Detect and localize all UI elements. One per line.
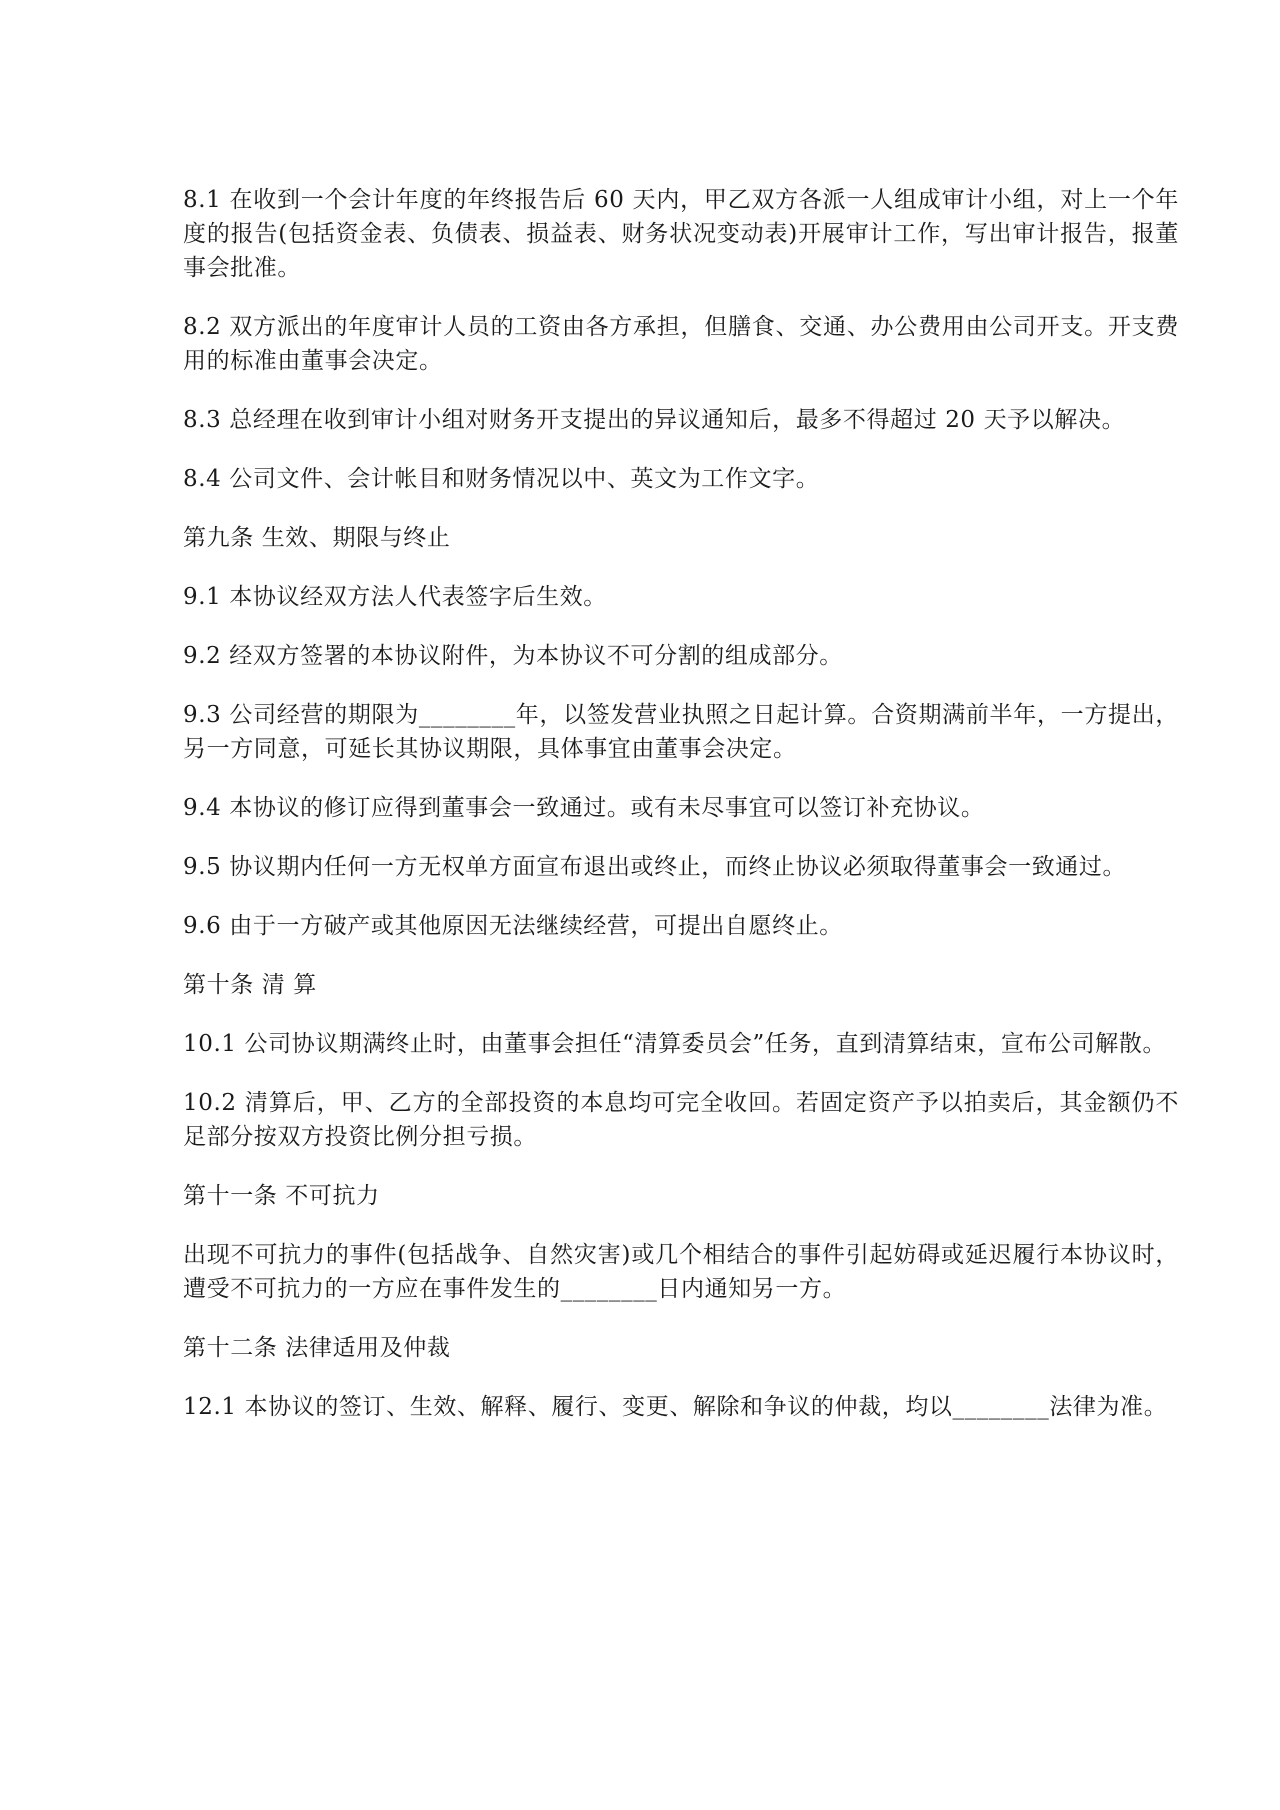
article-9-heading: 第九条 生效、期限与终止 [183, 525, 451, 551]
clause-8-3: 8.3 总经理在收到审计小组对财务开支提出的异议通知后，最多不得超过 20 天予以解决。 [183, 407, 1126, 433]
clause-8-1: 8.1 在收到一个会计年度的年终报告后 60 天内，甲乙双方各派一人组成审计小组，对上一个年度的报告(包括资金表、负债表、损益表、财务状况变动表)开展审计工作，写出审计报告，报董事会批准。 [183, 187, 1179, 281]
document-body [183, 183, 1179, 1449]
article-12-heading: 第十二条 法律适用及仲裁 [183, 1335, 451, 1361]
clause-9-1: 9.1 本协议经双方法人代表签字后生效。 [183, 584, 607, 610]
clause-9-6: 9.6 由于一方破产或其他原因无法继续经营，可提出自愿终止。 [183, 913, 843, 939]
clause-8-2: 8.2 双方派出的年度审计人员的工资由各方承担，但膳食、交通、办公费用由公司开支。开支费用的标准由董事会决定。 [183, 314, 1179, 374]
article-11-heading: 第十一条 不可抗力 [183, 1183, 380, 1209]
clause-10-2: 10.2 清算后，甲、乙方的全部投资的本息均可完全收回。若固定资产予以拍卖后，其金额仍不足部分按双方投资比例分担亏损。 [183, 1090, 1179, 1150]
clause-8-4: 8.4 公司文件、会计帐目和财务情况以中、英文为工作文字。 [183, 466, 820, 492]
clause-12-1: 12.1 本协议的签订、生效、解释、履行、变更、解除和争议的仲裁，均以________法律为准。 [183, 1394, 1168, 1420]
clause-10-1: 10.1 公司协议期满终止时，由董事会担任“清算委员会”任务，直到清算结束，宣布公司解散。 [183, 1031, 1167, 1057]
clause-11-body: 出现不可抗力的事件(包括战争、自然灾害)或几个相结合的事件引起妨碍或延迟履行本协议时，遭受不可抗力的一方应在事件发生的________日内通知另一方。 [183, 1242, 1179, 1302]
clause-9-5: 9.5 协议期内任何一方无权单方面宣布退出或终止，而终止协议必须取得董事会一致通过。 [183, 854, 1127, 880]
clause-9-2: 9.2 经双方签署的本协议附件，为本协议不可分割的组成部分。 [183, 643, 843, 669]
clause-9-4: 9.4 本协议的修订应得到董事会一致通过。或有未尽事宜可以签订补充协议。 [183, 795, 985, 821]
article-10-heading: 第十条 清 算 [183, 972, 317, 998]
clause-9-3: 9.3 公司经营的期限为________年，以签发营业执照之日起计算。合资期满前半年，一方提出，另一方同意，可延长其协议期限，具体事宜由董事会决定。 [183, 702, 1179, 762]
